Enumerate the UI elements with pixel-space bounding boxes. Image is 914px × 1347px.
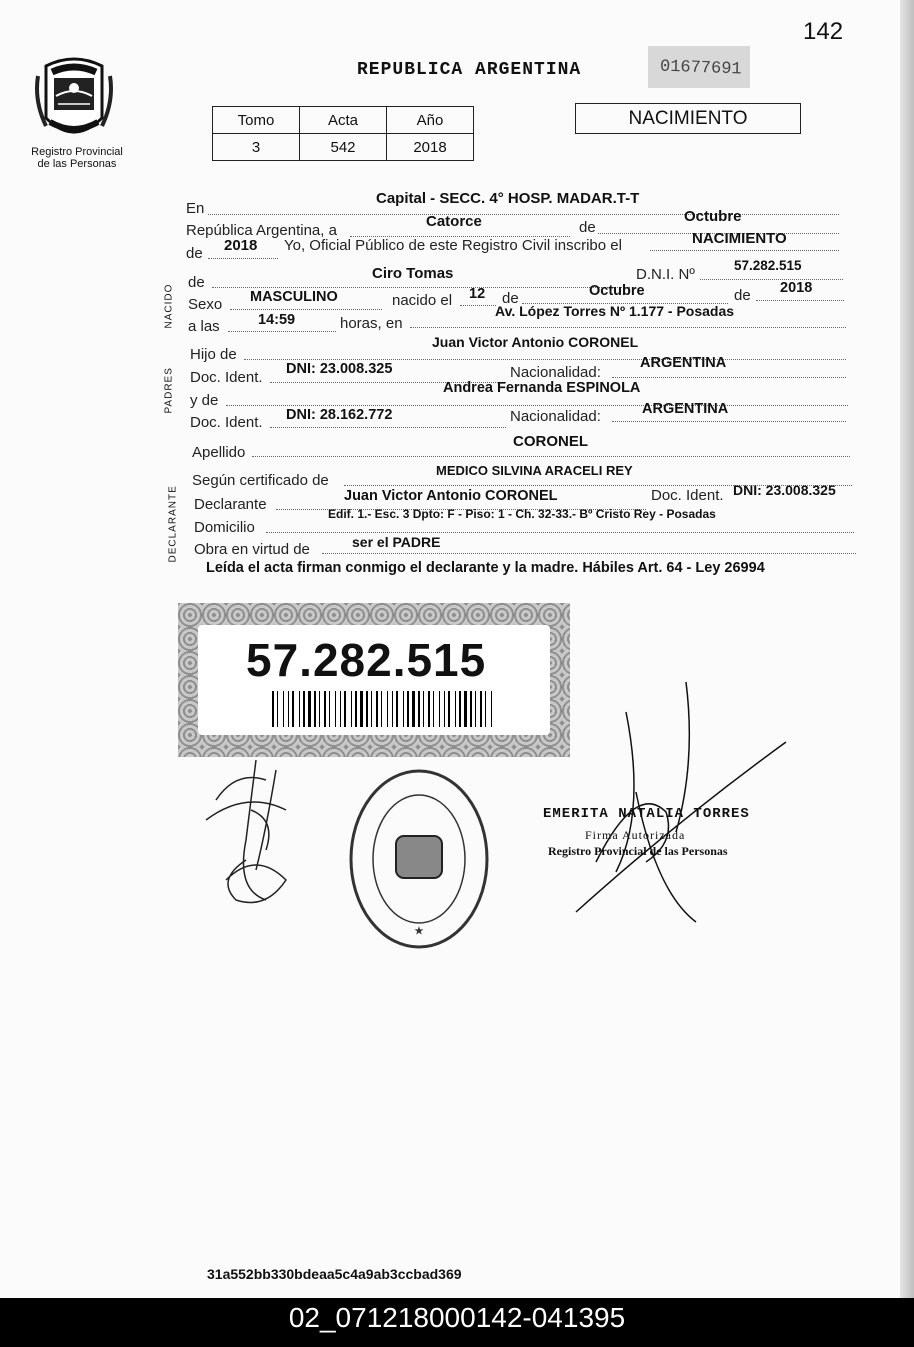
- closing-text: Leída el acta firman conmigo el declarante y la madre. Hábiles Art. 64 - Ley 26994: [206, 560, 765, 576]
- document-hash: 31a552bb330bdeaa5c4a9ab3ccbad369: [207, 1266, 462, 1282]
- signatory-title: Firma Autorizada: [585, 828, 686, 842]
- label-inscribo: Yo, Oficial Público de este Registro Civil inscribo el: [284, 237, 622, 254]
- label-de-anio: de: [186, 245, 203, 262]
- value-nacido-dia: 12: [469, 286, 486, 302]
- official-round-stamp-icon: [346, 766, 492, 952]
- value-padre-nacionalidad: ARGENTINA: [640, 355, 727, 371]
- label-certificado: Según certificado de: [192, 472, 329, 489]
- label-dni: D.N.I. Nº: [636, 266, 695, 283]
- value-nombre: Ciro Tomas: [372, 265, 454, 282]
- value-declarante: Juan Victor Antonio CORONEL: [344, 488, 558, 504]
- value-madre-dni: DNI: 28.162.772: [286, 407, 393, 423]
- table-value-tomo: 3: [213, 134, 300, 161]
- barcode-icon: [272, 691, 498, 727]
- value-apellido: CORONEL: [513, 433, 588, 450]
- label-doc-ident-padre: Doc. Ident.: [190, 369, 263, 386]
- label-republica: República Argentina, a: [186, 222, 337, 239]
- value-madre-nacionalidad: ARGENTINA: [642, 401, 729, 417]
- value-dia: Catorce: [426, 213, 482, 230]
- value-domicilio: Edif. 1.- Esc. 3 Dpto: F - Piso: 1 - Ch. 32-33.- Bº Cristo Rey - Posadas: [328, 507, 716, 521]
- value-nacido-anio: 2018: [780, 280, 813, 296]
- label-obra: Obra en virtud de: [194, 541, 310, 558]
- table-header-acta: Acta: [300, 107, 387, 134]
- label-nacionalidad-madre: Nacionalidad:: [510, 408, 601, 425]
- label-a-las: a las: [188, 318, 220, 335]
- label-de-nombre: de: [188, 274, 205, 291]
- declarant-signature-icon: [196, 750, 306, 920]
- value-padre: Juan Victor Antonio CORONEL: [432, 334, 639, 350]
- label-y-de: y de: [190, 392, 219, 409]
- label-horas-en: horas, en: [340, 315, 403, 332]
- logo-caption: Registro Provincial de las Personas: [31, 146, 123, 170]
- signatory-org: Registro Provincial de las Personas: [548, 844, 728, 858]
- label-de-nacido-anio: de: [734, 287, 751, 304]
- side-label-nacido: NACIDO: [163, 283, 175, 329]
- table-header-anio: Año: [387, 107, 474, 134]
- value-dni: 57.282.515: [734, 258, 802, 273]
- label-hijo-de: Hijo de: [190, 346, 237, 363]
- side-label-padres: PADRES: [163, 367, 175, 414]
- value-declarante-dni: DNI: 23.008.325: [733, 482, 836, 498]
- value-obra: ser el PADRE: [352, 534, 441, 550]
- value-lugar: Av. López Torres Nº 1.177 - Posadas: [495, 303, 735, 319]
- label-nacido-el: nacido el: [392, 292, 453, 309]
- dni-sticker: [178, 603, 570, 757]
- label-declarante: Declarante: [194, 496, 267, 513]
- document-type-box: NACIMIENTO: [575, 103, 801, 134]
- label-de: de: [579, 219, 596, 236]
- misiones-coat-of-arms-icon: [34, 56, 114, 142]
- value-sexo: MASCULINO: [250, 289, 338, 305]
- document-title: REPUBLICA ARGENTINA: [357, 60, 582, 80]
- label-apellido: Apellido: [192, 444, 246, 461]
- value-madre: Andrea Fernanda ESPINOLA: [443, 380, 641, 396]
- label-domicilio: Domicilio: [194, 519, 255, 536]
- label-de-nacido-mes: de: [502, 290, 519, 307]
- value-hora: 14:59: [258, 312, 296, 328]
- value-mes: Octubre: [684, 208, 742, 225]
- table-value-acta: 542: [300, 134, 387, 161]
- label-en: En: [186, 200, 205, 217]
- serial-number-stamp: 01677691: [648, 46, 750, 88]
- file-identifier-footer: 02_071218000142-041395: [0, 1298, 914, 1347]
- value-inscribo: NACIMIENTO: [692, 230, 787, 247]
- label-doc-ident-madre: Doc. Ident.: [190, 414, 263, 431]
- dni-sticker-number: 57.282.515: [246, 634, 487, 686]
- svg-text:★: ★: [414, 926, 424, 937]
- value-nacido-mes: Octubre: [589, 283, 645, 299]
- label-nacionalidad-padre: Nacionalidad:: [510, 364, 601, 381]
- value-certificado: MEDICO SILVINA ARACELI REY: [436, 463, 633, 478]
- page-number: 142: [803, 18, 844, 45]
- value-en: Capital - SECC. 4° HOSP. MADAR.T-T: [376, 190, 640, 207]
- label-doc-ident-declarante: Doc. Ident.: [651, 487, 724, 504]
- value-padre-dni: DNI: 23.008.325: [286, 361, 393, 377]
- signatory-name: EMERITA NATALIA TORRES: [543, 806, 750, 822]
- registry-table: [212, 106, 474, 161]
- side-label-declarante: DECLARANTE: [167, 485, 179, 563]
- table-header-tomo: Tomo: [213, 107, 300, 134]
- label-sexo: Sexo: [188, 296, 223, 313]
- value-anio: 2018: [224, 237, 258, 254]
- table-value-anio: 2018: [387, 134, 474, 161]
- official-signature-icon: [556, 672, 796, 934]
